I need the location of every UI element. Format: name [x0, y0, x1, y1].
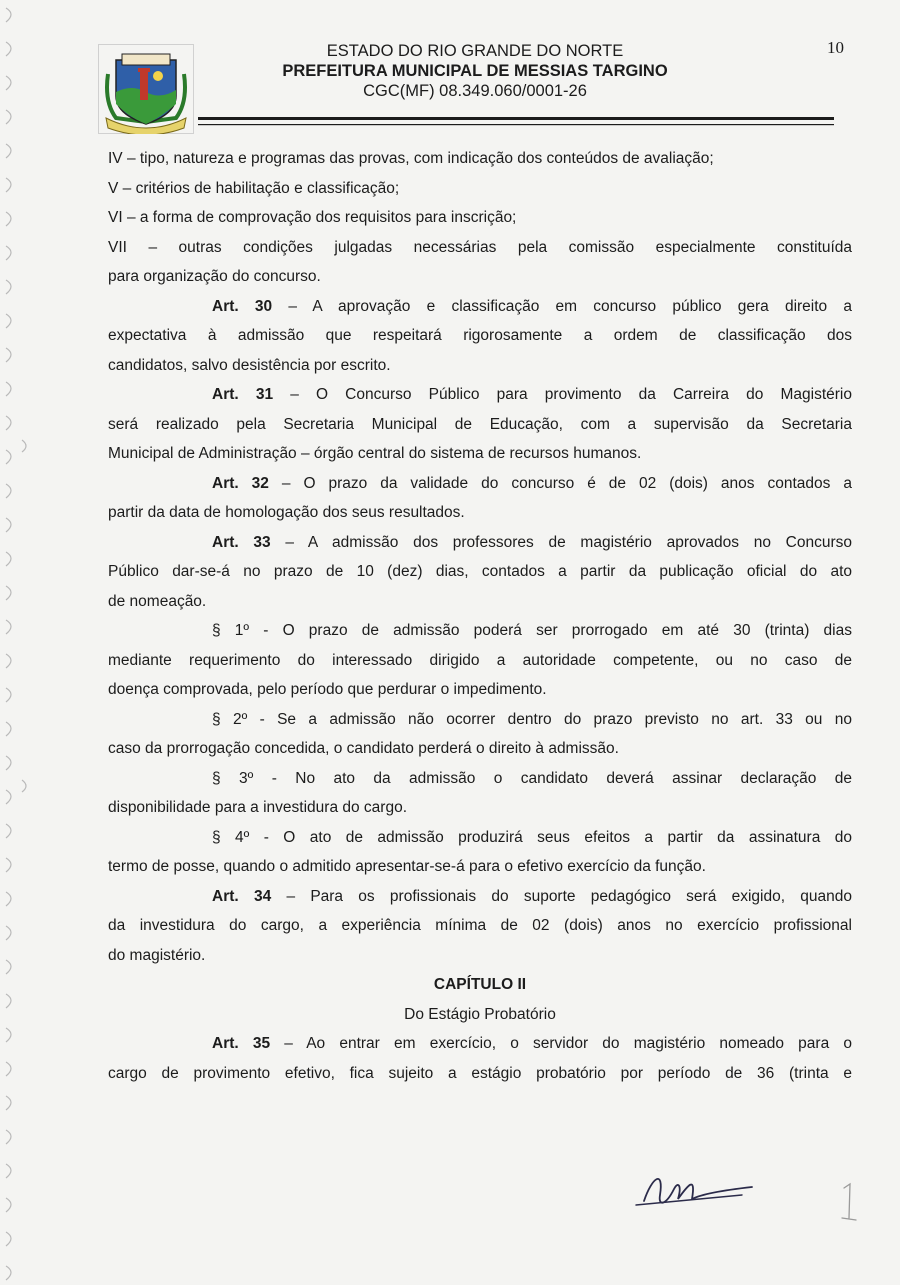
article-label: Art. 31	[212, 386, 274, 403]
binding-holes-strip	[0, 0, 34, 1285]
text-line: IV – tipo, natureza e programas das provas, com indicação dos conteúdos de avaliação;	[108, 150, 714, 167]
text-line: Público dar-se-á no prazo de 10 (dez) dias, contados a partir da publicação oficial do ato	[108, 563, 852, 580]
page-number: 10	[827, 38, 844, 57]
document-body	[108, 144, 852, 1088]
text-line: VII – outras condições julgadas necessárias pela comissão especialmente constituída	[108, 238, 852, 256]
text-line: disponibilidade para a investidura do cargo.	[108, 799, 408, 816]
article-text: – O Concurso Público para provimento da Carreira do Magistério	[273, 386, 852, 403]
article-text: – A admissão dos professores de magistério aprovados no Concurso	[270, 533, 852, 551]
article-label: Art. 33	[212, 533, 271, 551]
page-mark-icon	[836, 1180, 860, 1224]
text-line: do magistério.	[108, 946, 206, 964]
article-text: – Para os profissionais do suporte pedagógico será exigido, quando	[271, 887, 852, 905]
text-line: expectativa à admissão que respeitará rigorosamente a ordem de classificação dos	[108, 327, 852, 344]
paragraph-3-line: § 3º - No ato da admissão o candidato deverá assinar declaração de	[212, 769, 852, 787]
letterhead	[240, 41, 710, 101]
text-line: da investidura do cargo, a experiência mínima de 02 (dois) anos no exercício profissional	[108, 917, 852, 934]
article-label: Art. 30	[212, 297, 273, 315]
article-33-line	[108, 528, 852, 558]
text-line: VI – a forma de comprovação dos requisitos para inscrição;	[108, 209, 517, 226]
text-line: será realizado pela Secretaria Municipal de Educação, com a supervisão da Secretaria	[108, 415, 852, 433]
paragraph-1-line: § 1º - O prazo de admissão poderá ser prorrogado em até 30 (trinta) dias	[212, 622, 852, 639]
text-line: partir da data de homologação dos seus resultados.	[108, 504, 465, 521]
municipality-name: PREFEITURA MUNICIPAL DE MESSIAS TARGINO	[282, 62, 668, 80]
article-35-line	[108, 1029, 852, 1059]
text-line: cargo de provimento efetivo, fica sujeito a estágio probatório por período de 36 (trinta e	[108, 1064, 852, 1082]
text-line: candidatos, salvo desistência por escrito.	[108, 356, 391, 374]
article-31-line	[108, 380, 852, 410]
text-line: Municipal de Administração – órgão central do sistema de recursos humanos.	[108, 445, 642, 462]
header-rule	[198, 117, 834, 130]
text-line: termo de posse, quando o admitido apresentar-se-á para o efetivo exercício da função.	[108, 858, 706, 875]
article-34-line	[108, 882, 852, 912]
paragraph-4-line: § 4º - O ato de admissão produzirá seus efeitos a partir da assinatura do	[212, 828, 852, 846]
text-line: de nomeação.	[108, 592, 207, 610]
chapter-title: CAPÍTULO II	[433, 976, 527, 993]
text-line: doença comprovada, pelo período que perdurar o impedimento.	[108, 681, 547, 698]
state-name: ESTADO DO RIO GRANDE DO NORTE	[326, 42, 624, 60]
text-line: caso da prorrogação concedida, o candidato perderá o direito à admissão.	[108, 740, 619, 757]
article-label: Art. 34	[212, 887, 272, 905]
text-line: V – critérios de habilitação e classificação;	[108, 179, 400, 197]
paragraph-2-line: § 2º - Se a admissão não ocorrer dentro do prazo previsto no art. 33 ou no	[212, 710, 852, 728]
signature-icon	[630, 1165, 760, 1220]
article-label: Art. 32	[212, 474, 269, 492]
article-30-line	[108, 292, 852, 322]
article-text: – O prazo da validade do concurso é de 02 (dois) anos contados a	[268, 474, 852, 492]
article-32-line	[108, 469, 852, 499]
article-text: – A aprovação e classificação em concurso público gera direito a	[272, 297, 852, 315]
tax-id: CGC(MF) 08.349.060/0001-26	[363, 82, 587, 100]
chapter-subtitle: Do Estágio Probatório	[404, 1005, 556, 1023]
text-line: para organização do concurso.	[108, 268, 321, 285]
article-text: – Ao entrar em exercício, o servidor do magistério nomeado para o	[270, 1035, 852, 1052]
text-line: mediante requerimento do interessado dirigido a autoridade competente, ou no caso de	[108, 651, 852, 669]
article-label: Art. 35	[212, 1035, 271, 1052]
crest-icon	[98, 44, 194, 134]
